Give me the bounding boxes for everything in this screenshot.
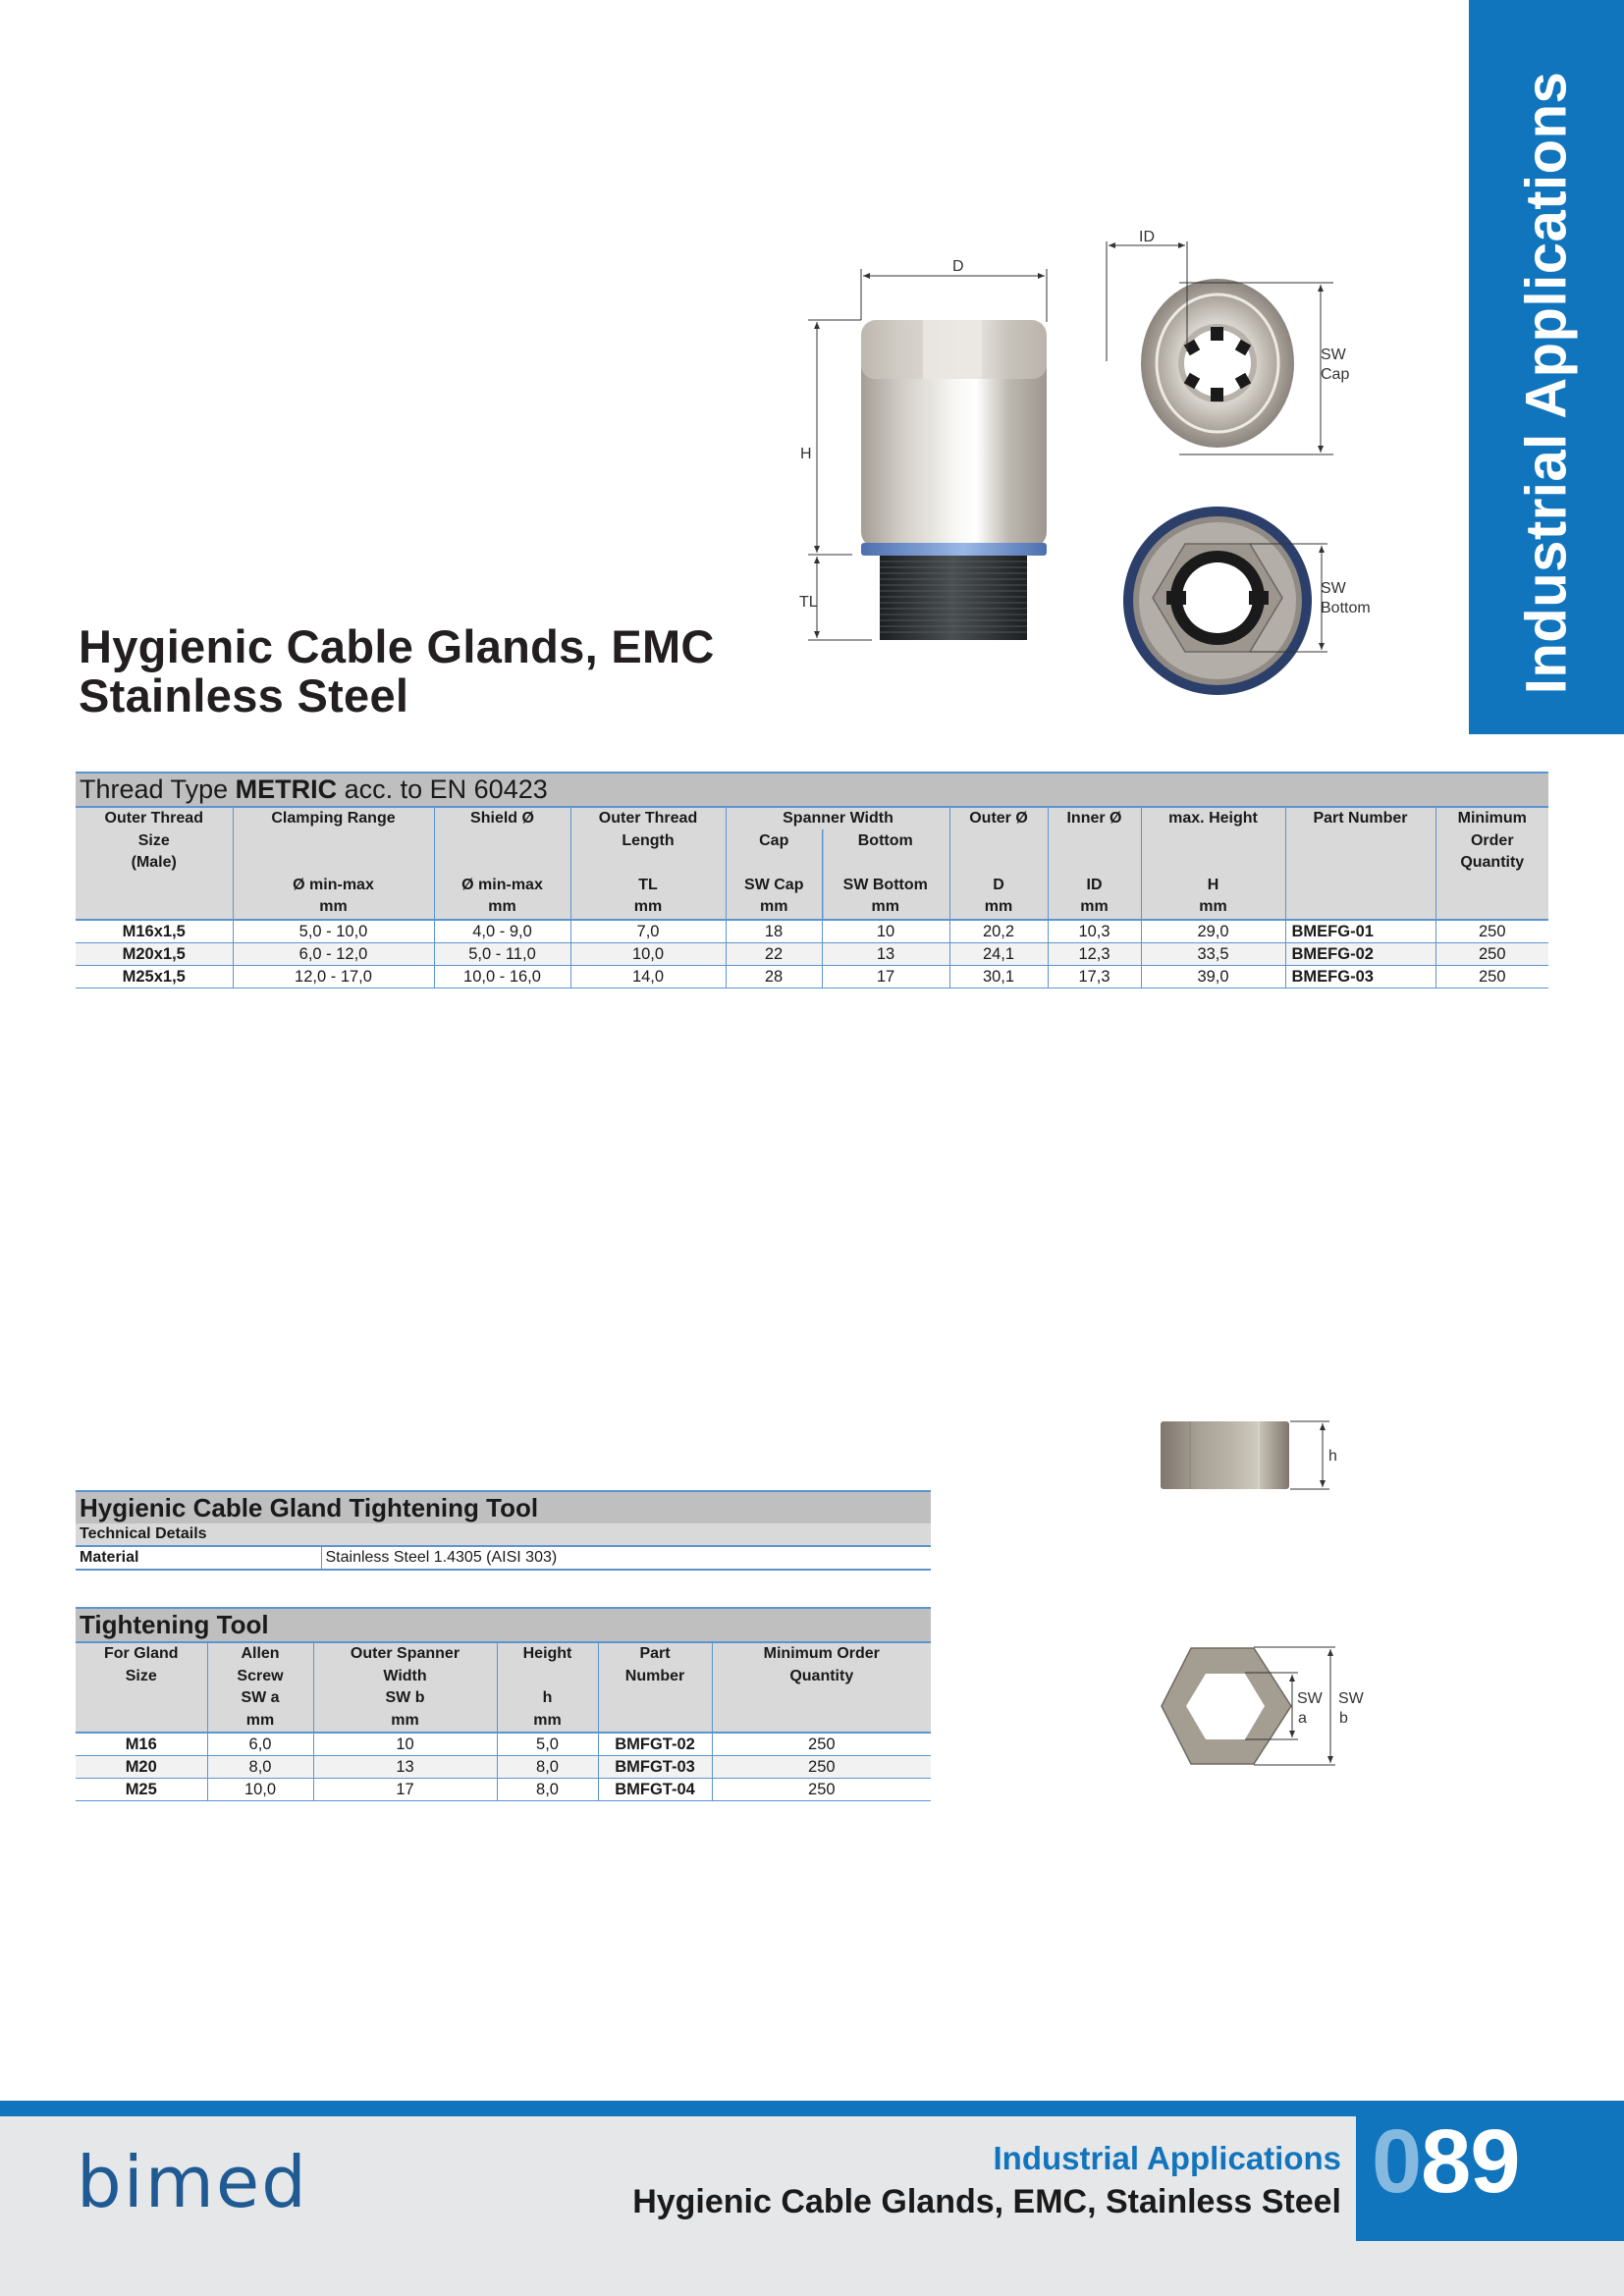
tool-header-line: Part [639, 1645, 671, 1662]
metric-header-line [1142, 830, 1285, 853]
gland-cap-view [1107, 229, 1349, 454]
metric-header-line [1286, 875, 1435, 897]
table-cell: 18 [726, 920, 822, 943]
tool-header-cell [313, 1642, 497, 1733]
metric-header-line [234, 852, 434, 875]
metric-header-line: ID [1086, 876, 1103, 893]
table-cell: 28 [726, 965, 822, 988]
table-cell: 24,1 [949, 942, 1048, 965]
metric-header-line [234, 830, 434, 853]
table-cell: 6,0 - 12,0 [233, 942, 434, 965]
bimed-logo: bimed [77, 2141, 308, 2223]
metric-header-line [76, 875, 233, 897]
table-cell: 250 [1435, 942, 1548, 965]
metric-header-line: Minimum [1457, 810, 1527, 827]
metric-header-line [571, 852, 726, 875]
table-cell: M20x1,5 [76, 942, 233, 965]
material-value: Stainless Steel 1.4305 (AISI 303) [321, 1546, 931, 1570]
metric-header-line: Outer Thread [104, 810, 203, 827]
page-number-box [1356, 2101, 1624, 2241]
table-cell: BMFGT-03 [598, 1756, 712, 1779]
metric-header-line: Cap [759, 831, 789, 849]
tool-header-line: mm [533, 1711, 562, 1729]
table-cell: 12,3 [1048, 942, 1141, 965]
tool-header-line: Allen [241, 1645, 280, 1662]
dim-label-h: h [1328, 1448, 1337, 1465]
table-cell: 13 [313, 1756, 497, 1779]
table-cell: 7,0 [570, 920, 726, 943]
table-row [76, 1756, 931, 1779]
metric-header-cell [1048, 807, 1141, 920]
metric-header-line: Bottom [857, 831, 913, 849]
table-cell: 17 [313, 1779, 497, 1801]
table-cell: M25 [76, 1779, 207, 1801]
tool-header-line [713, 1687, 932, 1710]
gland-thread [880, 556, 1027, 640]
metric-header-line: max. Height [1168, 810, 1258, 827]
tool-header-line: Height [522, 1645, 572, 1662]
tool-header-line [498, 1666, 598, 1688]
dim-label-H: H [800, 446, 812, 462]
table-cell: 20,2 [949, 920, 1048, 943]
tool-header-cell [207, 1642, 313, 1733]
table-row [76, 965, 1548, 988]
metric-header-line: mm [319, 898, 348, 915]
tool-header-line: Outer Spanner [350, 1645, 460, 1662]
table-cell: 10,0 [570, 942, 726, 965]
page-title-line2: Stainless Steel [79, 669, 409, 721]
footer-category: Industrial Applications [993, 2140, 1341, 2176]
metric-header-line [1436, 875, 1549, 897]
dim-label-TL: TL [799, 594, 818, 611]
metric-header-line: Ø min-max [461, 876, 543, 893]
material-label: Material [76, 1546, 321, 1570]
table-row [76, 920, 1548, 943]
dim-label-sw-cap-2: Cap [1321, 366, 1350, 383]
metric-header-line [950, 852, 1048, 875]
table-cell: 10,0 [207, 1779, 313, 1801]
table-cell: 10 [313, 1733, 497, 1756]
table-cell: M16x1,5 [76, 920, 233, 943]
table-cell: 13 [822, 942, 949, 965]
cable-gland-drawing [766, 216, 1394, 707]
tool-header-line: Minimum Order [763, 1645, 880, 1662]
metric-header-line: Outer Thread [598, 810, 698, 827]
metric-header-line: mm [488, 898, 516, 915]
tool-side-view [1161, 1421, 1337, 1489]
table-cell: 250 [712, 1756, 931, 1779]
metric-header-cell [434, 807, 570, 920]
table-cell: M20 [76, 1756, 207, 1779]
dim-label-sw-bottom-2: Bottom [1321, 600, 1371, 616]
metric-header-cell [233, 807, 434, 920]
table-cell: 30,1 [949, 965, 1048, 988]
table-cell: M25x1,5 [76, 965, 233, 988]
page-title [79, 622, 715, 721]
tool-spec-table [76, 1490, 931, 1571]
table-cell: 6,0 [207, 1733, 313, 1756]
gland-blue-seal [861, 543, 1047, 556]
tool-header-line: Size [125, 1667, 157, 1684]
metric-header-line: mm [871, 898, 899, 915]
tightening-tool-table [76, 1607, 931, 1801]
metric-header-line [1286, 896, 1435, 919]
metric-header-cell [570, 807, 726, 920]
table-cell: BMFGT-02 [598, 1733, 712, 1756]
table-cell: 14,0 [570, 965, 726, 988]
table-cell: 33,5 [1141, 942, 1285, 965]
metric-header-line: Outer Ø [969, 810, 1028, 827]
metric-table-header [76, 807, 1548, 920]
tool-header-cell [598, 1642, 712, 1733]
metric-header-line: mm [1199, 898, 1227, 915]
tool-header-line: Number [624, 1667, 685, 1684]
table-cell: BMFGT-04 [598, 1779, 712, 1801]
table-row [76, 1779, 931, 1801]
table-cell: 29,0 [1141, 920, 1285, 943]
metric-header-line: mm [984, 898, 1013, 915]
tool-header-line [76, 1687, 207, 1710]
metric-header-line [435, 852, 570, 875]
dim-label-sw-cap-1: SW [1321, 347, 1346, 363]
tool-hex-view [1162, 1647, 1365, 1765]
metric-header-line: TL [638, 876, 658, 893]
metric-header-cell [1435, 807, 1548, 920]
dim-label-sw-bottom-1: SW [1321, 580, 1346, 597]
metric-header-line: Length [622, 831, 675, 849]
tool-header-cell [497, 1642, 598, 1733]
tool-header-line [599, 1687, 712, 1710]
tool-header-line: Screw [237, 1667, 284, 1684]
metric-header-line [435, 830, 570, 853]
metric-header-line: Order [1470, 831, 1514, 849]
tool-spec-title: Hygienic Cable Gland Tightening Tool [76, 1491, 931, 1523]
table-cell: 22 [726, 942, 822, 965]
metric-header-line [1049, 852, 1141, 875]
metric-header-line: SW Bottom [842, 876, 928, 893]
metric-header-line: (Male) [131, 854, 177, 871]
table-row [76, 1733, 931, 1756]
tool-header-line: Quantity [789, 1667, 854, 1684]
table-cell: 17,3 [1048, 965, 1141, 988]
metric-thread-table [76, 772, 1548, 988]
tool-header-cell [76, 1642, 207, 1733]
table-cell: 5,0 - 10,0 [233, 920, 434, 943]
gland-side-view [799, 258, 1047, 640]
metric-header-line: H [1207, 876, 1219, 893]
tool-header-line: mm [391, 1711, 419, 1729]
tool-header-line: For Gland [103, 1645, 179, 1662]
table-cell: BMEFG-01 [1285, 920, 1435, 943]
tool-header-line [76, 1710, 207, 1733]
table-cell: M16 [76, 1733, 207, 1756]
dim-label-sw-a-2: a [1298, 1710, 1307, 1727]
table-row [76, 942, 1548, 965]
table-cell: 39,0 [1141, 965, 1285, 988]
metric-header-line [822, 852, 949, 875]
page-title-line1: Hygienic Cable Glands, EMC [79, 620, 715, 672]
metric-header-group: Spanner Width [783, 810, 893, 827]
page-number: 089 [1372, 2111, 1520, 2212]
table-cell: 8,0 [497, 1756, 598, 1779]
metric-header-line: Clamping Range [271, 810, 396, 827]
table-cell: 10,3 [1048, 920, 1141, 943]
table-cell: 250 [1435, 965, 1548, 988]
tool-header-line: SW b [385, 1689, 425, 1706]
tool-header-line: h [542, 1689, 553, 1706]
table-cell: 12,0 - 17,0 [233, 965, 434, 988]
metric-table-title: Thread Type METRIC acc. to EN 60423 [76, 773, 1548, 807]
metric-header-line [950, 830, 1048, 853]
dim-label-sw-b-1: SW [1338, 1690, 1364, 1707]
metric-header-line [1049, 830, 1141, 853]
table-cell: 10,0 - 16,0 [434, 965, 570, 988]
dim-label-sw-b-2: b [1339, 1710, 1348, 1727]
table-cell: 17 [822, 965, 949, 988]
metric-header-line [1286, 830, 1435, 853]
side-banner-label: Industrial Applications [1514, 71, 1579, 695]
metric-header-line: Quantity [1460, 854, 1525, 871]
table-cell: 8,0 [497, 1779, 598, 1801]
table-cell: 5,0 - 11,0 [434, 942, 570, 965]
tool-header-cell [712, 1642, 931, 1733]
metric-header-cell [76, 807, 233, 920]
metric-header-line [1142, 852, 1285, 875]
dim-label-D: D [952, 258, 964, 275]
tool-header-line: Width [383, 1667, 427, 1684]
table-cell: BMEFG-03 [1285, 965, 1435, 988]
tool-table-header [76, 1642, 931, 1733]
table-cell: 10 [822, 920, 949, 943]
table-cell: 250 [1435, 920, 1548, 943]
side-banner [1469, 0, 1624, 734]
table-cell: 250 [712, 1779, 931, 1801]
metric-header-line: Inner Ø [1066, 810, 1122, 827]
metric-header-line: mm [760, 898, 788, 915]
metric-header-line [727, 852, 823, 875]
metric-header-line [1436, 896, 1549, 919]
metric-header-line: Shield Ø [470, 810, 534, 827]
metric-header-cell [949, 807, 1048, 920]
metric-header-cell [1285, 807, 1435, 920]
tightening-tool-drawing [1129, 1394, 1424, 1787]
metric-header-line: Part Number [1313, 810, 1408, 827]
footer-subtitle: Hygienic Cable Glands, EMC, Stainless Steel [632, 2183, 1341, 2220]
tightening-tool-title: Tightening Tool [76, 1608, 931, 1642]
table-cell: 8,0 [207, 1756, 313, 1779]
tool-spec-subtitle: Technical Details [76, 1523, 931, 1546]
dim-label-sw-a-1: SW [1297, 1690, 1323, 1707]
metric-header-line: mm [1080, 898, 1109, 915]
table-cell: 4,0 - 9,0 [434, 920, 570, 943]
gland-bottom-view [1123, 507, 1371, 695]
table-cell: 5,0 [497, 1733, 598, 1756]
tool-header-line: SW a [241, 1689, 280, 1706]
metric-header-line: D [993, 876, 1004, 893]
metric-header-line [1286, 852, 1435, 875]
metric-header-line: Ø min-max [293, 876, 374, 893]
metric-header-line: Size [137, 831, 170, 849]
metric-header-line: SW Cap [744, 876, 804, 893]
dim-label-ID: ID [1139, 229, 1155, 245]
metric-header-cell [1141, 807, 1285, 920]
tool-header-line [599, 1710, 712, 1733]
metric-header-line: mm [633, 898, 663, 915]
tool-header-line: mm [245, 1711, 275, 1729]
tool-header-line [713, 1710, 932, 1733]
table-cell: BMEFG-02 [1285, 942, 1435, 965]
table-cell: 250 [712, 1733, 931, 1756]
metric-header-line [76, 896, 233, 919]
